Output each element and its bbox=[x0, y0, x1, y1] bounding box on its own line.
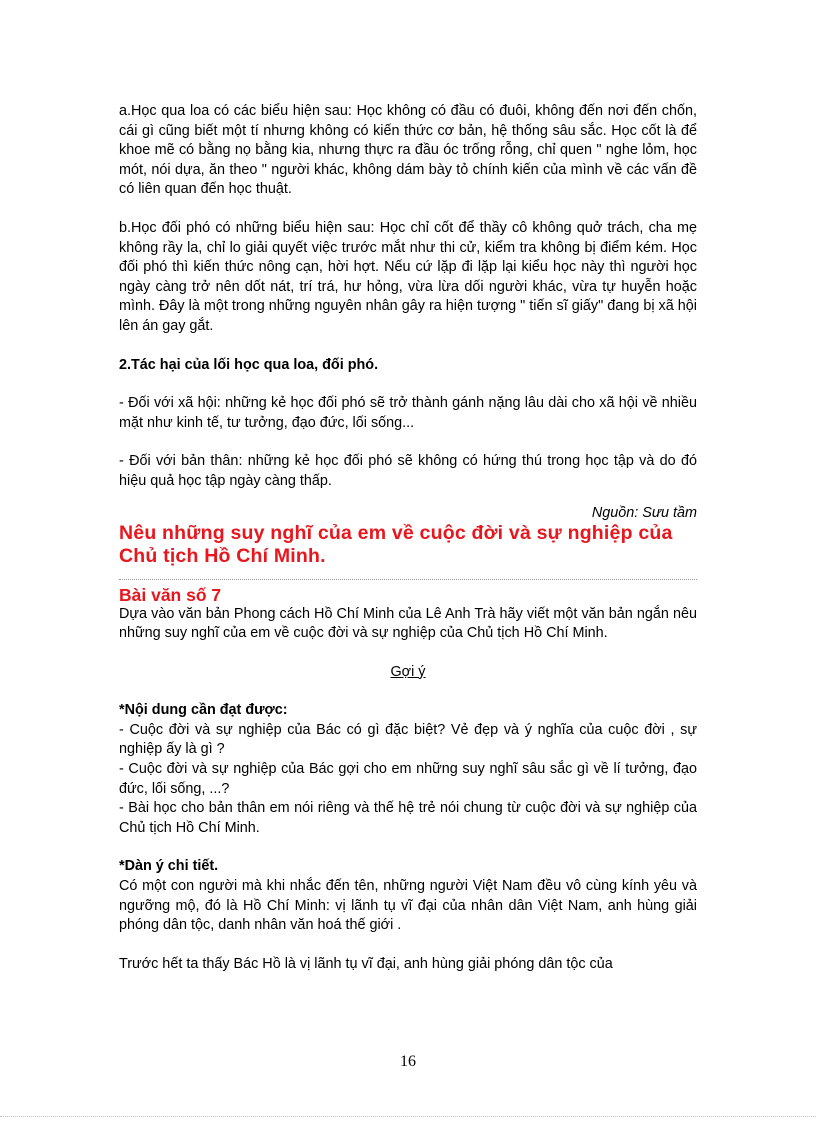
content-item-1: - Cuộc đời và sự nghiệp của Bác có gì đặc biệt? Vẻ đẹp và ý nghĩa của cuộc đời , sự nghiệp ấy là gì ? bbox=[119, 721, 697, 758]
bottom-rule bbox=[0, 1116, 816, 1117]
essay-title: Bài văn số 7 bbox=[119, 584, 222, 605]
outline-paragraph-1: Có một con người mà khi nhắc đến tên, những người Việt Nam đều vô cùng kính yêu và ngưỡng mộ, đó là Hồ Chí Minh: vị lãnh tụ vĩ đại của nhân dân Việt Nam, anh hùng giải phóng dân tộc, danh nhân văn hoá thế giới . bbox=[119, 878, 697, 934]
hint-label: Gợi ý bbox=[390, 663, 426, 680]
harm-self: - Đối với bản thân: những kẻ học đối phó sẽ không có hứng thú trong học tập và do đó hiệu quả học tập ngày càng thấp. bbox=[119, 453, 697, 489]
essay-intro: Dựa vào văn bản Phong cách Hồ Chí Minh của Lê Anh Trà hãy viết một văn bản ngắn nêu những suy nghĩ của em về cuộc đời và sự nghiệp của Chủ tịch Hồ Chí Minh. bbox=[119, 605, 697, 642]
page-number: 16 bbox=[400, 1053, 416, 1070]
harm-society: - Đối với xã hội: những kẻ học đối phó sẽ trở thành gánh nặng lâu dài cho xã hội về nhiều mặt như kinh tế, tư tưởng, đạo đức, lối sống... bbox=[119, 395, 697, 431]
paragraph-a: a.Học qua loa có các biểu hiện sau: Học không có đầu có đuôi, không đến nơi đến chốn, cái gì cũng biết một tí nhưng không có kiến thức cơ bản, hệ thống sâu sắc. Học cốt là để khoe mẽ có bằng nọ bằng kia, nhưng thực ra đầu óc trống rỗng, chỉ quen " nghe lỏm, học mót, nói dựa, ăn theo " người khác, không dám bày tỏ chính kiến của mình về các vấn đề có liên quan đến học thuật. bbox=[119, 103, 697, 198]
section-heading-harms: 2.Tác hại của lối học qua loa, đối phó. bbox=[119, 356, 379, 373]
document-body bbox=[119, 102, 697, 974]
topic-title: Nêu những suy nghĩ của em về cuộc đời và sự nghiệp của Chủ tịch Hồ Chí Minh. bbox=[119, 521, 673, 567]
content-item-2: - Cuộc đời và sự nghiệp của Bác gợi cho em những suy nghĩ sâu sắc gì về lí tưởng, đạo đức, lối sống, ...? bbox=[119, 761, 697, 797]
content-item-3: - Bài học cho bản thân em nói riêng và thế hệ trẻ nói chung từ cuộc đời và sự nghiệp của Chủ tịch Hồ Chí Minh. bbox=[119, 800, 697, 836]
source-note: Nguồn: Sưu tầm bbox=[591, 504, 697, 521]
outline-heading: *Dàn ý chi tiết. bbox=[119, 858, 219, 875]
content-heading: *Nội dung cần đạt được: bbox=[119, 702, 288, 719]
outline-paragraph-2: Trước hết ta thấy Bác Hồ là vị lãnh tụ vĩ đại, anh hùng giải phóng dân tộc của bbox=[119, 955, 613, 972]
paragraph-b: b.Học đối phó có những biểu hiện sau: Học chỉ cốt để thầy cô không quở trách, cha mẹ không rầy la, chỉ lo giải quyết việc trước mắt như thi cử, kiểm tra không bị điểm kém. Học đối phó thì kiến thức nông cạn, hời hợt. Nếu cứ lặp đi lặp lại kiểu học này thì người học ngày càng trở nên dốt nát, trí trá, hư hỏng, vừa lừa dối người khác, vừa tự huyễn hoặc mình. Đây là một trong những nguyên nhân gây ra hiện tượng " tiến sĩ giấy" đang bị xã hội lên án gay gắt. bbox=[119, 219, 697, 334]
